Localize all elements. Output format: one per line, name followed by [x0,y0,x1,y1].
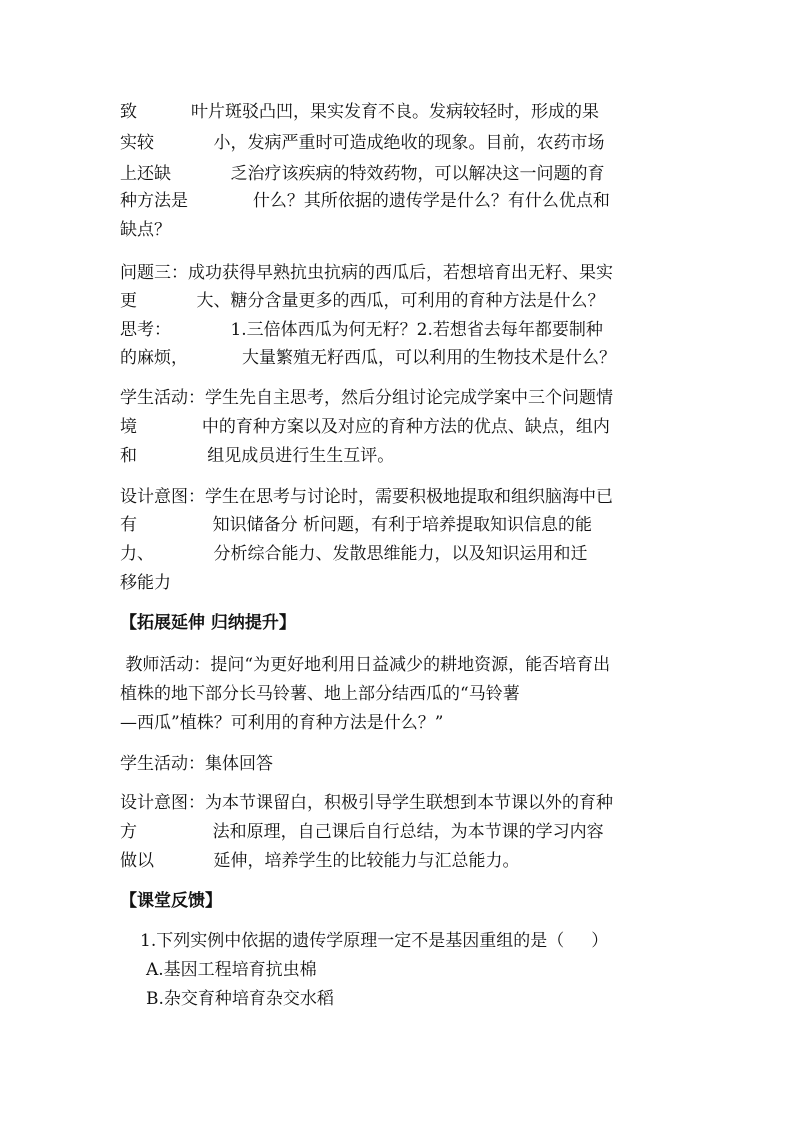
text-line: 做以 延伸，培养学生的比较能力与汇总能力。 [120,851,520,871]
text-line: 的麻烦， 大量繁殖无籽西瓜，可以利用的生物技术是什么？ [120,348,617,368]
text-line: 教师活动：提问“为更好地利用日益减少的耕地资源，能否培育出 [120,655,611,675]
text-line: 种方法是 什么？其所依据的遗传学是什么？有什么优点和 [120,191,610,211]
text-line: 上还缺 乏治疗该疾病的特效药物，可以解决这一问题的育 [120,164,605,184]
text-line: 境 中的育种方案以及对应的育种方法的优点、缺点，组内 [120,417,610,437]
text-line: 缺点？ [120,220,171,240]
answer-option: A.基因工程培育抗虫棉 [146,960,317,980]
text-line: 思考： 1.三倍体西瓜为何无籽？2.若想省去每年都要制种 [120,320,603,340]
text-line: 学生活动：学生先自主思考，然后分组讨论完成学案中三个问题情 [120,388,613,408]
text-line: 实较 小，发病严重时可造成绝收的现象。目前，农药市场 [120,133,605,153]
section-heading: 【课堂反馈】 [120,891,222,911]
text-line: 设计意图：学生在思考与讨论时，需要积极地提取和组织脑海中已 [120,487,613,507]
text-line: 植株的地下部分长马铃薯、地上部分结西瓜的“马铃薯 [120,684,520,704]
question-text: 1.下列实例中依据的遗传学原理一定不是基因重组的是（ ） [140,931,609,951]
answer-option: B.杂交育种培育杂交水稻 [146,989,334,1009]
text-line: 问题三：成功获得早熟抗虫抗病的西瓜后，若想培育出无籽、果实 [120,263,613,283]
text-line: 有 知识储备分 析问题，有利于培养提取知识信息的能 [120,515,593,535]
text-line: 和 组见成员进行生生互评。 [120,446,395,466]
section-heading: 【拓展延伸 归纳提升】 [120,613,296,633]
text-line: —西瓜”植株？可利用的育种方法是什么？” [120,713,444,733]
text-line: 设计意图：为本节课留白，积极引导学生联想到本节课以外的育种 [120,793,613,813]
text-line: 致 叶片斑驳凸凹，果实发育不良。发病较轻时，形成的果 [120,102,600,122]
text-line: 力、 分析综合能力、发散思维能力，以及知识运用和迁 [120,544,588,564]
text-line: 方 法和原理，自己课后自行总结，为本节课的学习内容 [120,822,604,842]
text-line: 学生活动：集体回答 [120,754,273,774]
text-line: 移能力 [120,573,171,593]
text-line: 更 大、糖分含量更多的西瓜，可利用的育种方法是什么？ [120,291,605,311]
